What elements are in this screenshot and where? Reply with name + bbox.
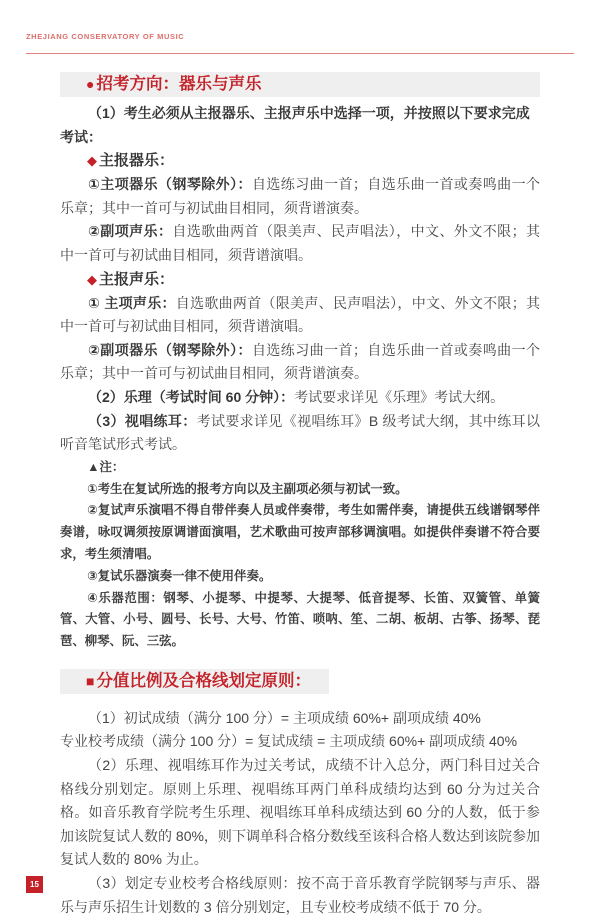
score-rule-1: （1）初试成绩（满分 100 分）= 主项成绩 60%+ 副项成绩 40% (88, 709, 481, 726)
document-content (60, 72, 540, 919)
paragraph-text: 自选练习曲一首；自选乐曲一首或奏鸣曲一个乐章；其中一首可与初试曲目相同，须背谱演奏。 (60, 341, 541, 382)
paragraph-sight-singing (60, 410, 540, 457)
note-4: ④乐器范围：钢琴、小提琴、中提琴、大提琴、低音提琴、长笛、双簧管、单簧管、大管、小号、圆号、长号、大号、竹笛、唢呐、笙、二胡、板胡、古筝、扬琴、琵琶、柳琴、阮、三弦。 (60, 590, 540, 649)
circle-bullet-icon: ● (86, 76, 95, 92)
paragraph-instrumental-main (60, 173, 540, 220)
paragraph-text: 考试要求详见《乐理》考试大纲。 (294, 388, 505, 405)
section2-body (60, 707, 540, 919)
score-rule-1b: 专业校考成绩（满分 100 分）= 复试成绩 = 主项成绩 60%+ 副项成绩 40% (60, 733, 518, 750)
score-rule-3: （3）划定专业校考合格线原则：按不高于音乐教育学院钢琴与声乐、器乐与声乐招生计划数的 3 倍分别划定，且专业校考成绩不低于 70 分。 (60, 875, 540, 915)
square-bullet-icon: ■ (86, 672, 95, 689)
score-rule-2: （2）乐理、视唱练耳作为过关考试，成绩不计入总分，两门科目过关合格线分别划定。原则上乐理、视唱练耳两门单科成绩均达到 60 分为过关合格。如音乐教育学院考生乐理、视唱练耳单科成绩达到 60 分的人数，低于参加该院复试人数的 80%，则下调单科合格分数线至该科合格人数达到该院参加复试人数的 80% 为止。 (60, 757, 540, 868)
note-1: ①考生在复试所选的报考方向以及主副项必须与初试一致。 (87, 481, 408, 496)
paragraph-vocal-minor (60, 220, 540, 267)
section1-heading (60, 72, 540, 97)
diamond-bullet-icon: ◆ (87, 271, 97, 287)
paragraph-instrumental-minor (60, 339, 540, 386)
subheading-label: 主报声乐： (99, 270, 175, 288)
paragraph-lead: ①主项器乐（钢琴除外）： (88, 176, 252, 193)
section2-title: 分值比例及合格线划定原则： (96, 671, 311, 690)
note-2: ②复试声乐演唱不得自带伴奏人员或伴奏带，考生如需伴奏，请提供五线谱钢琴伴奏谱，咏叹调须按原调谱面演唱，艺术歌曲可按声部移调演唱。如提供伴奏谱不符合要求，考生须清唱。 (60, 503, 540, 561)
section1-intro: （1）考生必须从主报器乐、主报声乐中选择一项，并按照以下要求完成考试： (60, 105, 530, 145)
page-number: 15 (30, 880, 39, 889)
section2-heading (60, 669, 329, 694)
note-3: ③复试乐器演奏一律不使用伴奏。 (87, 568, 272, 583)
notes-title: ▲注： (87, 459, 125, 474)
paragraph-lead: （3）视唱练耳： (88, 412, 197, 429)
page-number-badge (26, 876, 43, 893)
paragraph-text: 自选歌曲两首（限美声、民声唱法），中文、外文不限；其中一首可与初试曲目相同，须背谱演唱。 (60, 294, 541, 335)
page-header (26, 26, 574, 54)
paragraph-text: 考试要求详见《视唱练耳》B 级考试大纲，其中练耳以听音笔试形式考试。 (60, 412, 540, 453)
paragraph-lead: ① 主项声乐： (88, 294, 176, 311)
paragraph-vocal-main (60, 292, 540, 339)
subheading-vocal-major (60, 268, 540, 292)
paragraph-lead: ②副项器乐（钢琴除外）： (88, 341, 252, 358)
section1-title: 招考方向：器乐与声乐 (96, 75, 262, 93)
conservatory-logo-text: ZHEJIANG CONSERVATORY OF MUSIC (26, 32, 185, 41)
paragraph-text: 自选歌曲两首（限美声、民声唱法），中文、外文不限；其中一首可与初试曲目相同，须背谱演唱。 (60, 223, 541, 263)
paragraph-lead: （2）乐理（考试时间 60 分钟）： (88, 388, 295, 405)
paragraph-lead: ②副项声乐： (88, 223, 173, 240)
subheading-instrumental-major (60, 149, 540, 173)
diamond-bullet-icon: ◆ (87, 153, 97, 169)
paragraph-text: 自选练习曲一首；自选乐曲一首或奏鸣曲一个乐章；其中一首可与初试曲目相同，须背谱演奏。 (60, 176, 541, 216)
paragraph-music-theory (60, 386, 540, 410)
subheading-label: 主报器乐： (99, 152, 175, 170)
